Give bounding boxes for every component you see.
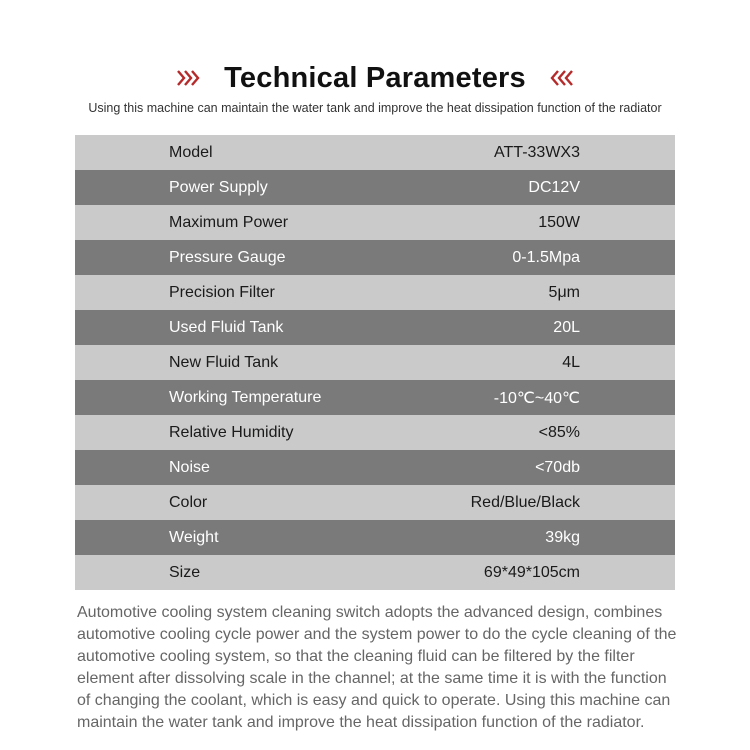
table-row <box>75 380 675 415</box>
row-label: Working Temperature <box>169 388 322 406</box>
row-label: Color <box>169 493 208 511</box>
row-label: Precision Filter <box>169 283 275 301</box>
row-value: <85% <box>538 423 580 441</box>
table-row <box>75 310 675 345</box>
row-value: DC12V <box>528 178 580 196</box>
table-row <box>75 240 675 275</box>
section-header <box>0 58 750 98</box>
subtitle: Using this machine can maintain the water tank and improve the heat dissipation function of the radiator <box>88 101 662 115</box>
row-label: Model <box>169 143 213 161</box>
table-row <box>75 170 675 205</box>
table-row <box>75 205 675 240</box>
row-value: 4L <box>562 353 580 371</box>
row-label: Size <box>169 563 201 581</box>
row-value: 20L <box>553 318 580 336</box>
table-row <box>75 415 675 450</box>
table-row <box>75 485 675 520</box>
row-label: Weight <box>169 528 219 546</box>
row-value: -10℃~40℃ <box>493 389 580 407</box>
table-row <box>75 520 675 555</box>
table-row <box>75 275 675 310</box>
row-label: Relative Humidity <box>169 423 294 441</box>
description-paragraph: Automotive cooling system cleaning switch adopts the advanced design, combines automotive cooling cycle power and the system power to do the cycle cleaning of the automotive cooling system, so that the cleaning fluid can be filtered by the filter element after dissolving scale in the channel; at the same time it is with the function of changing the coolant, which is easy and quick to operate. Using this machine can maintain the water tank and improve the heat dissipation function of the radiator. <box>77 604 677 731</box>
row-label: New Fluid Tank <box>169 353 279 371</box>
table-row <box>75 345 675 380</box>
row-label: Noise <box>169 458 210 476</box>
parameters-table <box>75 135 675 590</box>
row-label: Power Supply <box>169 178 268 196</box>
row-value: Red/Blue/Black <box>470 493 580 511</box>
page-title: Technical Parameters <box>224 61 526 94</box>
row-value: ATT-33WX3 <box>494 143 580 161</box>
row-value: 69*49*105cm <box>483 563 580 581</box>
table-row <box>75 135 675 170</box>
table-row <box>75 555 675 590</box>
double-chevron-right-icon <box>176 69 202 87</box>
row-value: 0-1.5Mpa <box>512 248 580 266</box>
table-row <box>75 450 675 485</box>
row-label: Maximum Power <box>169 213 289 231</box>
row-value: <70db <box>535 458 580 476</box>
row-value: 150W <box>538 213 580 231</box>
row-label: Pressure Gauge <box>169 248 286 266</box>
row-value: 5μm <box>548 283 580 301</box>
double-chevron-left-icon <box>548 69 574 87</box>
row-label: Used Fluid Tank <box>169 318 284 336</box>
row-value: 39kg <box>545 528 580 546</box>
